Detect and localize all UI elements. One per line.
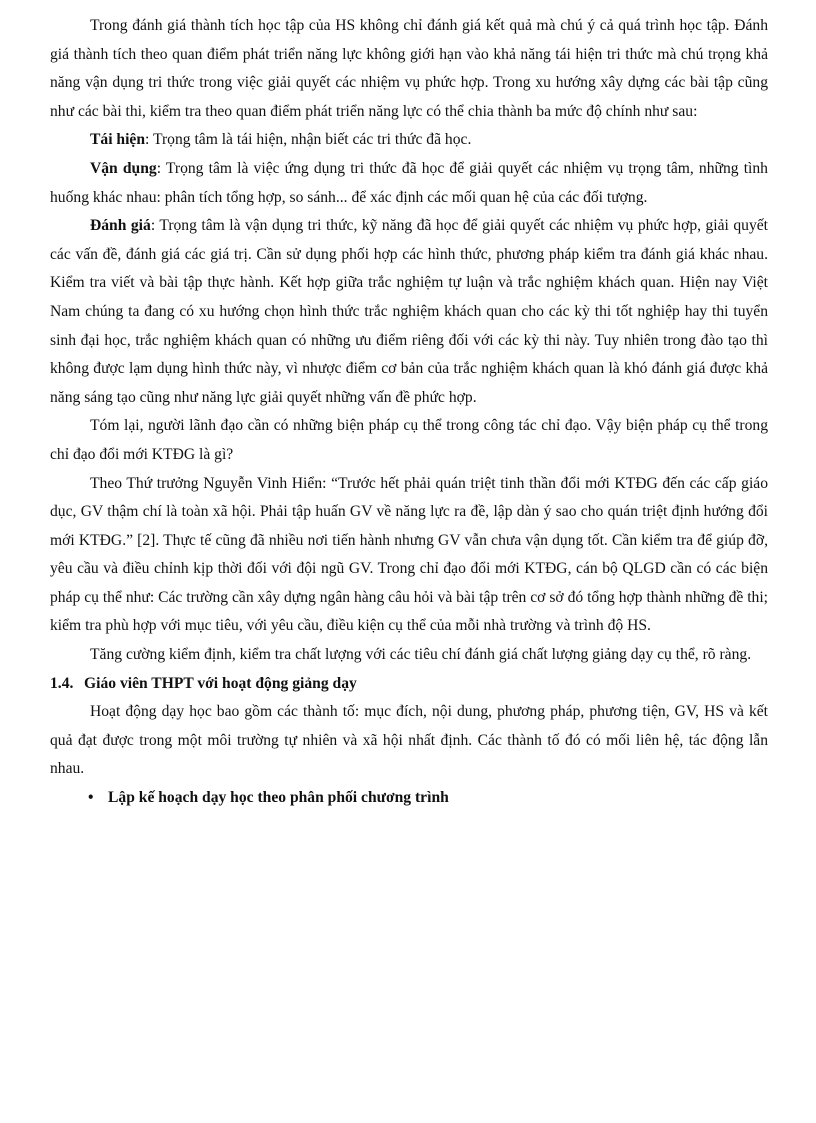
- paragraph-assessment-intro: Trong đánh giá thành tích học tập của HS không chỉ đánh giá kết quả mà chú ý cả quá trình học tập. Đánh giá thành tích theo quan điểm phát triển năng lực không giới hạn vào khả năng tái hiện tri thức mà chú trọng khả năng vận dụng tri thức trong việc giải quyết các nhiệm vụ phức hợp. Trong xu hướng xây dựng các bài tập cũng như các bài thi, kiểm tra theo quan điểm phát triển năng lực có thể chia thành ba mức độ chính như sau:: [50, 17, 768, 120]
- paragraph-reproduction-level: Tái hiện: Trọng tâm là tái hiện, nhận biết các tri thức đã học.: [90, 131, 472, 149]
- bullet-text: Lập kế hoạch dạy học theo phân phối chương trình: [108, 789, 449, 807]
- paragraph-deputy-minister-quote: Theo Thứ trưởng Nguyễn Vinh Hiển: “Trước hết phải quán triệt tinh thần đổi mới KTĐG đến các cấp giáo dục, GV thậm chí là toàn xã hội. Phải tập huấn GV về năng lực ra đề, lập dàn ý sao cho quán triệt định hướng đổi mới KTĐG.” [2]. Thực tế cũng đã nhiều nơi tiến hành nhưng GV vẫn chưa vận dụng tốt. Cần kiểm tra để giúp đỡ, yêu cầu và điều chỉnh kịp thời đối với đội ngũ GV. Trong chỉ đạo đổi mới KTĐG, cán bộ QLGD cần có các biện pháp cụ thể như: Các trường cần xây dựng ngân hàng câu hỏi và bài tập trên cơ sở đó tổng hợp thành những đề thi; kiểm tra phù hợp với mục tiêu, với yêu cầu, điều kiện cụ thể của mỗi nhà trường và trình độ HS.: [50, 474, 768, 635]
- section-title: Giáo viên THPT với hoạt động giảng dạy: [84, 674, 357, 692]
- term-application: Vận dụng: [90, 159, 157, 177]
- bullet-dot-icon: •: [88, 789, 94, 807]
- paragraph-summary: Tóm lại, người lãnh đạo cần có những biện pháp cụ thể trong công tác chỉ đạo. Vậy biện pháp cụ thể trong chỉ đạo đổi mới KTĐG là gì?: [50, 417, 768, 463]
- paragraph-application-level: Vận dụng: Trọng tâm là việc ứng dụng tri thức đã học để giải quyết các nhiệm vụ trọng tâm, những tình huống khác nhau: phân tích tổng hợp, so sánh... để xác định các mối quan hệ của các đối tượng.: [50, 159, 768, 206]
- term-reproduction: Tái hiện: [90, 131, 146, 149]
- paragraph-evaluation-level: Đánh giá: Trọng tâm là vận dụng tri thức, kỹ năng đã học để giải quyết các nhiệm vụ phức hợp, giải quyết các vấn đề, đánh giá các giá trị. Cần sử dụng phối hợp các hình thức, phương pháp kiểm tra đánh giá khác nhau. Kiểm tra viết và bài tập thực hành. Kết hợp giữa trắc nghiệm tự luận và trắc nghiệm khách quan. Hiện nay Việt Nam chúng ta đang có xu hướng chọn hình thức trắc nghiệm khách quan cho các kỳ thi tốt nghiệp hay thi tuyển sinh đại học, trắc nghiệm khách quan có những ưu điểm riêng đối với các kỳ thi này. Tuy nhiên trong đào tạo thì không được lạm dụng hình thức này, vì nhược điểm cơ bản của trắc nghiệm khách quan là khó đánh giá được khả năng sáng tạo cũng như năng lực giải quyết những vấn đề phức hợp.: [50, 217, 768, 406]
- document-page: [50, 12, 768, 813]
- paragraph-section-intro: Hoạt động dạy học bao gồm các thành tố: mục đích, nội dung, phương pháp, phương tiện, GV, HS và kết quả đạt được trong một môi trường tự nhiên và xã hội nhất định. Các thành tố đó có mối liên hệ, tác động lẫn nhau.: [50, 703, 768, 778]
- section-heading: [50, 670, 768, 699]
- term-evaluation: Đánh giá: [90, 217, 151, 235]
- section-number: 1.4.: [50, 674, 74, 692]
- paragraph-quality-inspection: Tăng cường kiểm định, kiểm tra chất lượng với các tiêu chí đánh giá chất lượng giảng dạy cụ thể, rõ ràng.: [90, 646, 752, 664]
- bullet-item: [50, 784, 768, 813]
